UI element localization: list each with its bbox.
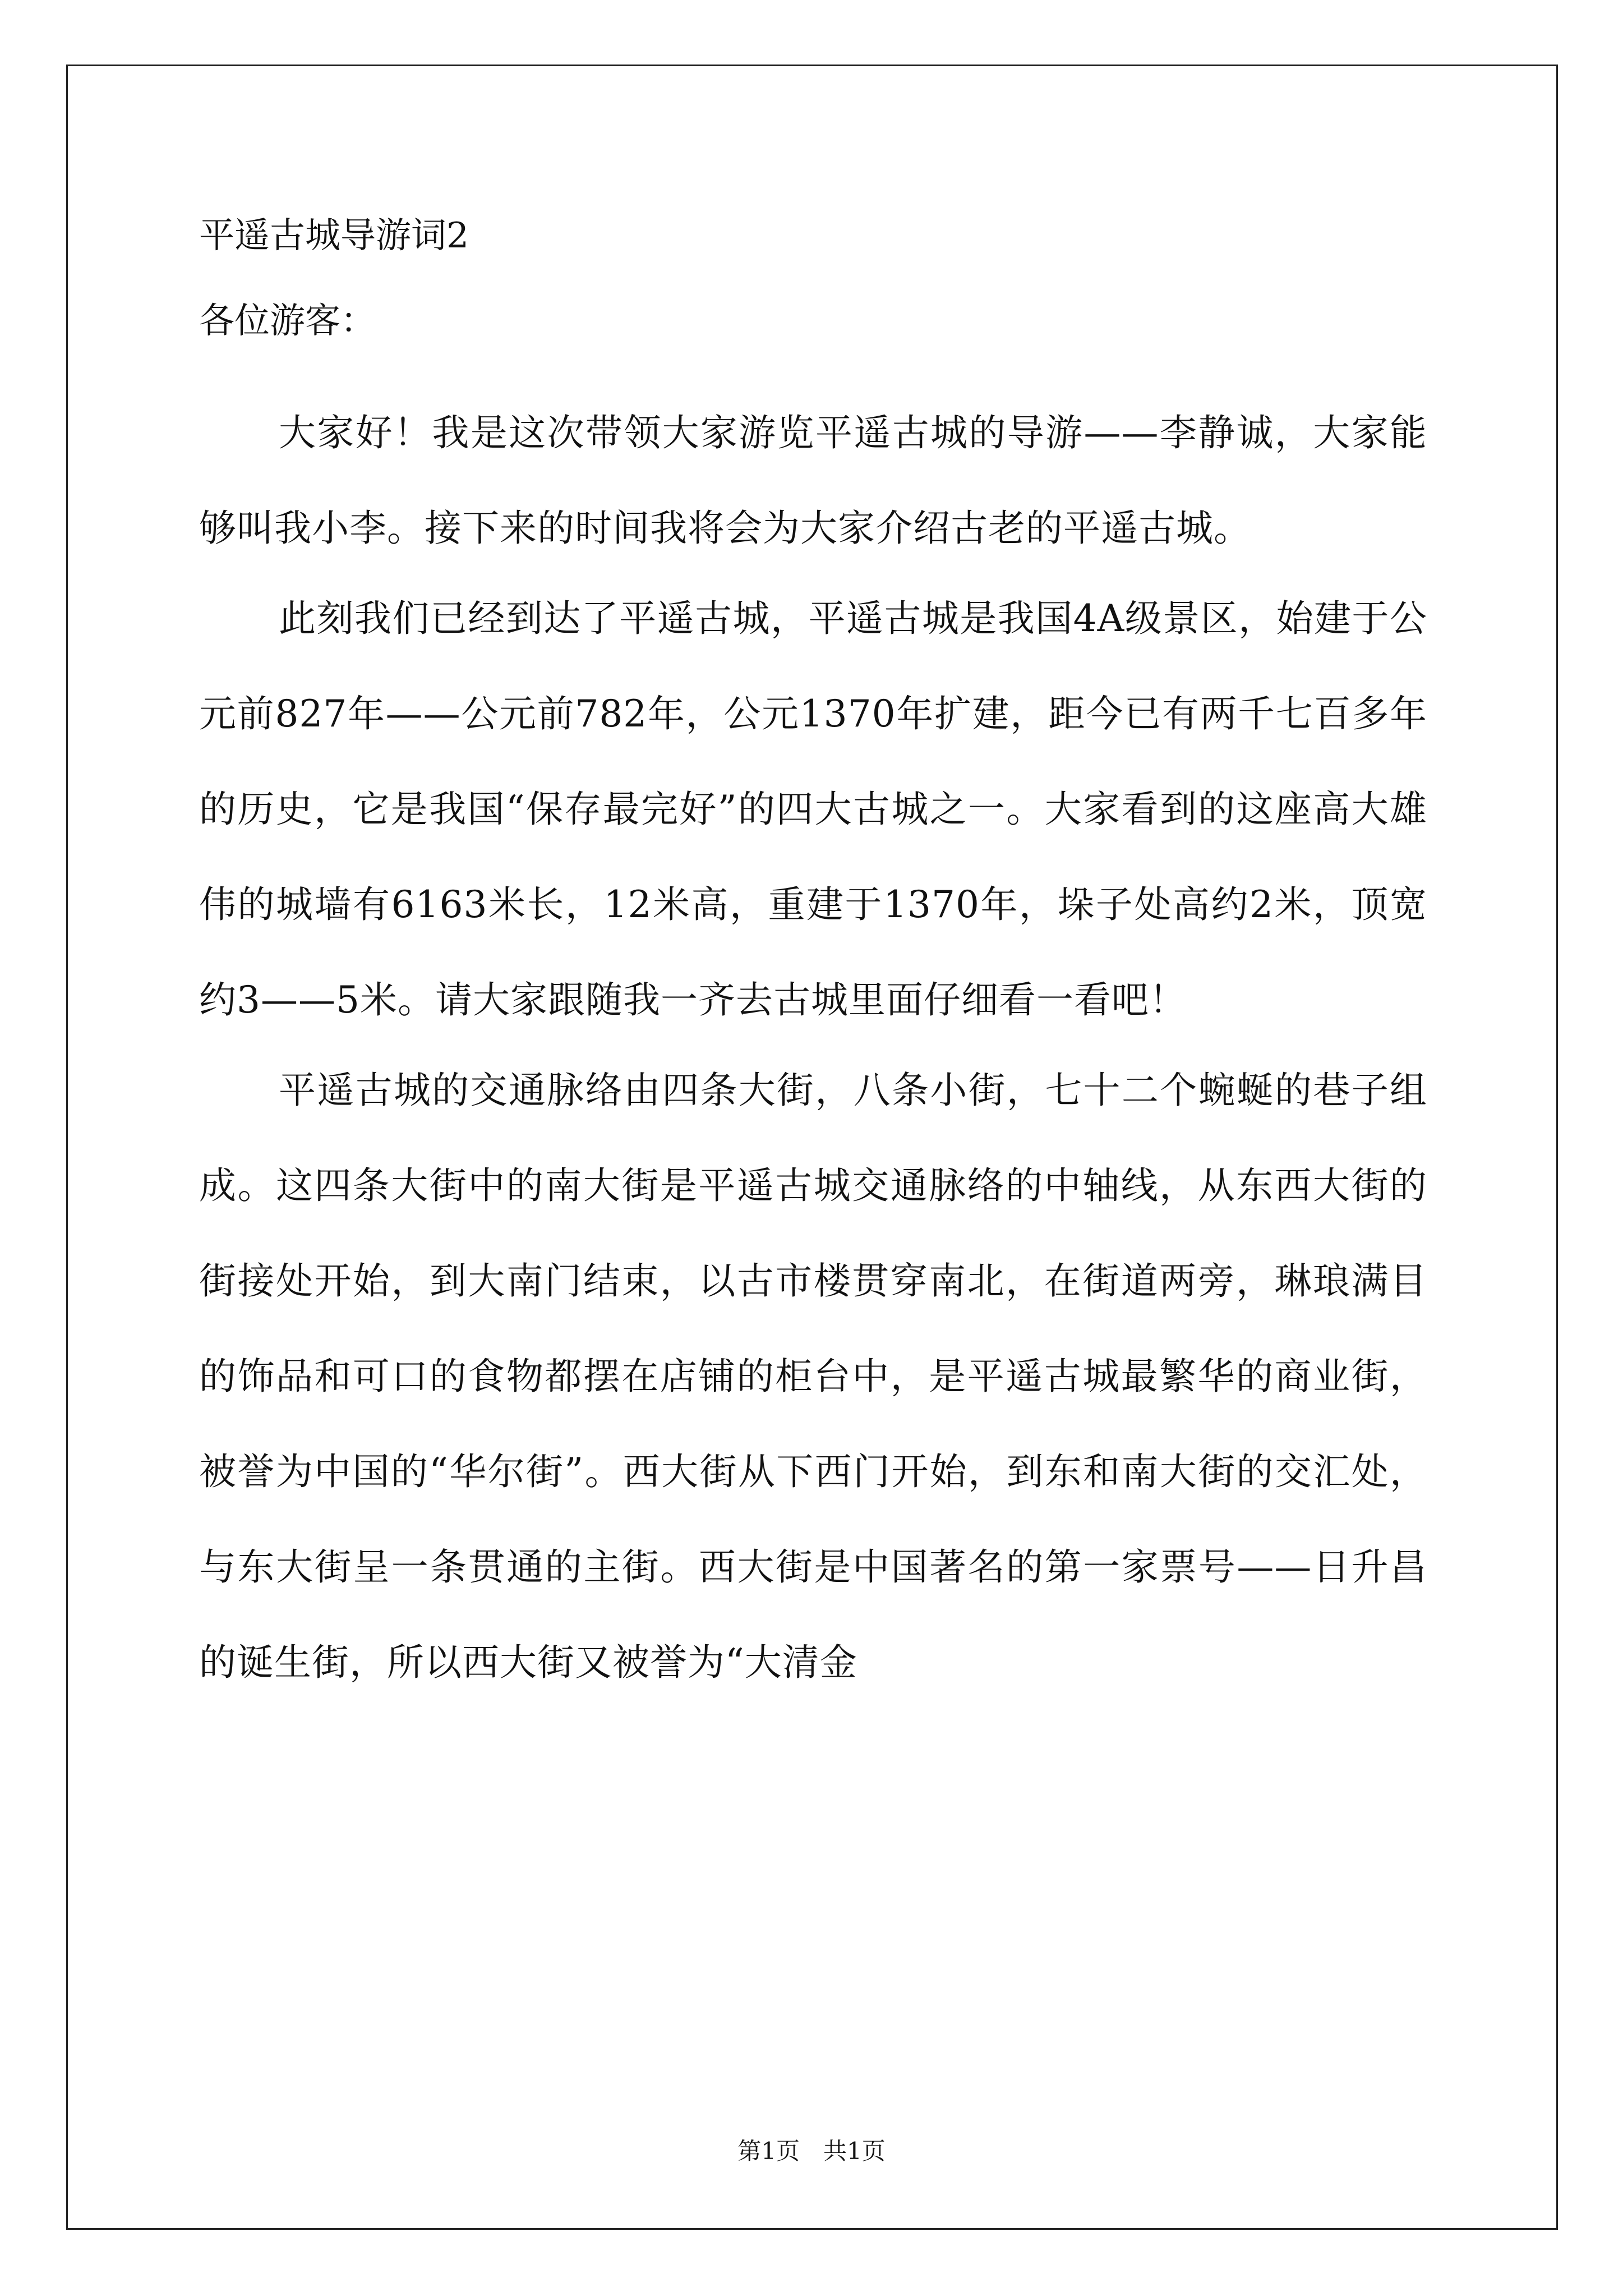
- paragraph-intro: 大家好！我是这次带领大家游览平遥古城的导游——李静诚，大家能够叫我小李。接下来的时间我将会为大家介绍古老的平遥古城。: [199, 411, 1427, 550]
- document-title: 平遥古城导游词2: [199, 215, 469, 256]
- paragraph-city-wall: 此刻我们已经到达了平遥古城，平遥古城是我国4A级景区，始建于公元前827年——公元前782年，公元1370年扩建，距今已有两千七百多年的历史，它是我国“保存最完好”的四大古城之一。大家看到的这座高大雄伟的城墙有6163米长，12米高，重建于1370年，垛子处高约2米，顶宽约3——5米。请大家跟随我一齐去古城里面仔细看一看吧！: [199, 597, 1427, 1022]
- document-body: [199, 216, 1427, 1710]
- page-footer: 第1页 共1页: [737, 2137, 886, 2165]
- greeting: 各位游客：: [199, 300, 376, 341]
- paragraph-streets: 平遥古城的交通脉络由四条大街，八条小街，七十二个蜿蜒的巷子组成。这四条大街中的南大街是平遥古城交通脉络的中轴线，从东西大街的街接处开始，到大南门结束，以古市楼贯穿南北，在街道两旁，琳琅满目的饰品和可口的食物都摆在店铺的柜台中，是平遥古城最繁华的商业街，被誉为中国的“华尔街”。西大街从下西门开始，到东和南大街的交汇处，与东大街呈一条贯通的主街。西大街是中国著名的第一家票号——日升昌的诞生街，所以西大街又被誉为“大清金: [199, 1069, 1427, 1684]
